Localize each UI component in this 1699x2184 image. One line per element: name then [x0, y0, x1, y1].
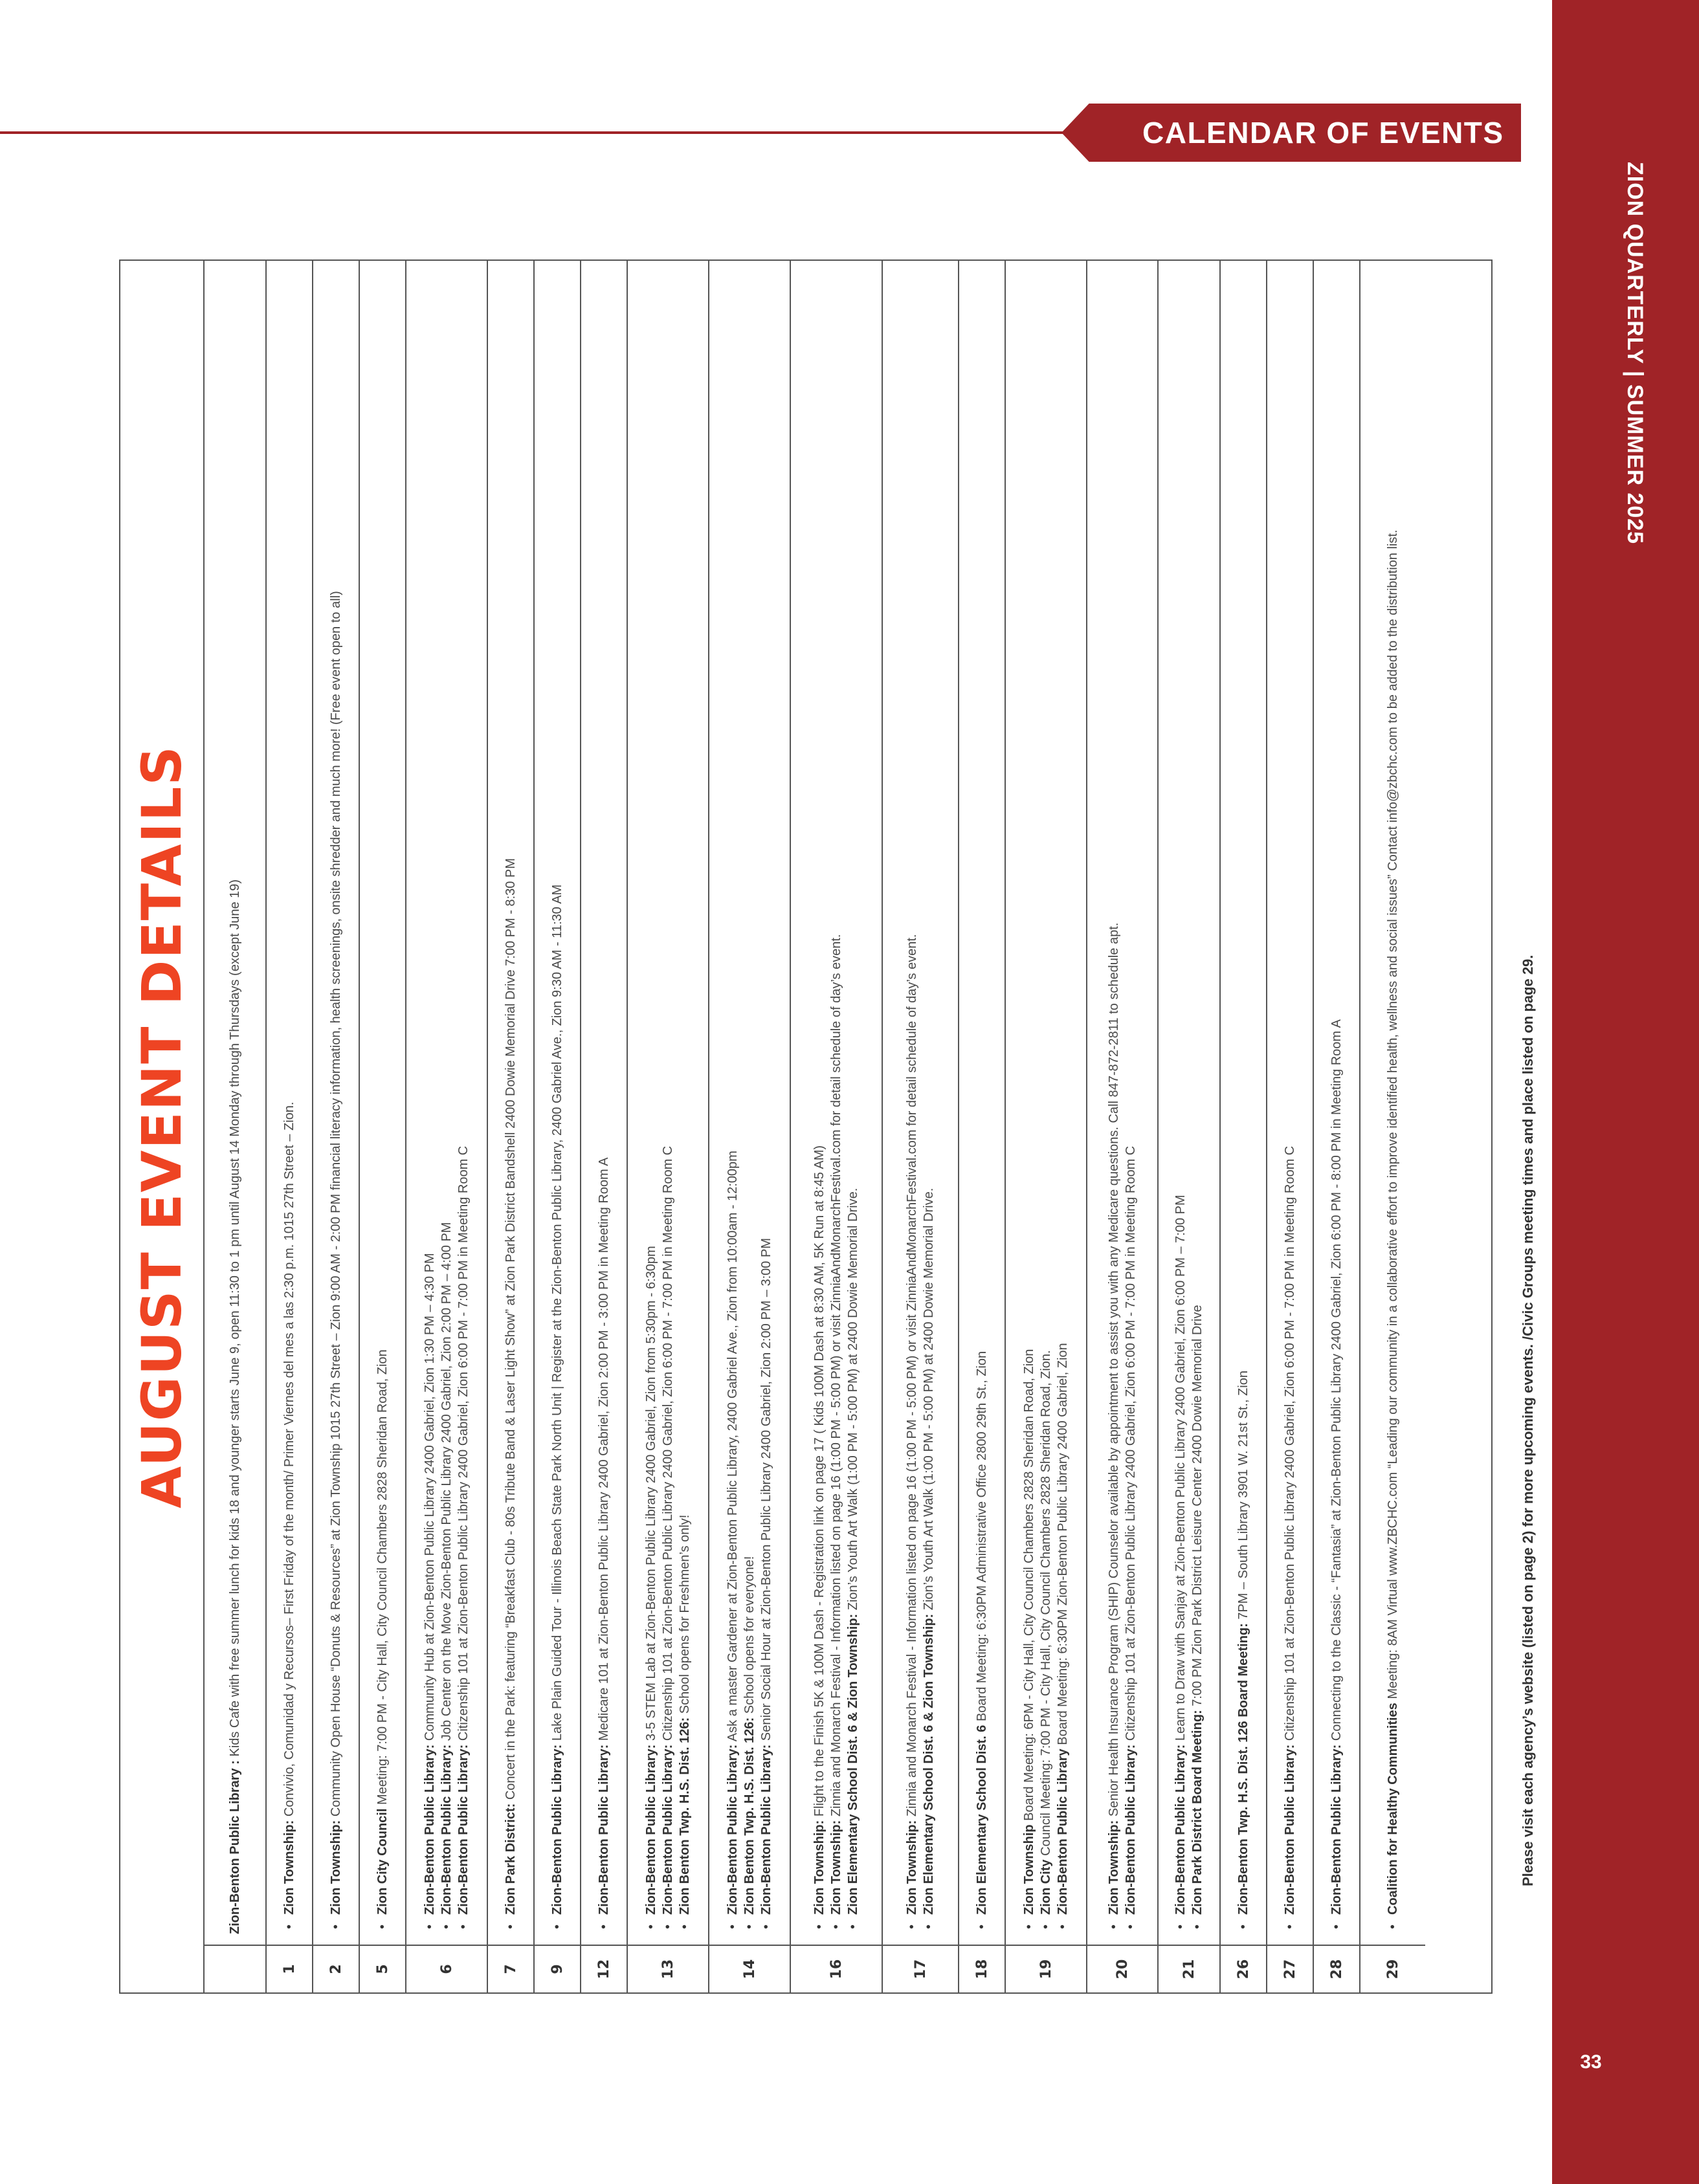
table-row: [406, 261, 488, 1992]
event-organizer: Zion-Benton Public Library:: [597, 1744, 611, 1915]
table-row: [1314, 261, 1360, 1992]
event-line: [549, 271, 566, 1934]
event-description: 7:00 PM Zion Park District Leisure Center 2400 Dowie Memorial Drive: [1190, 1305, 1205, 1710]
day-cell: [205, 1945, 265, 1992]
event-organizer: Zion-Benton Public Library:: [661, 1744, 675, 1915]
event-organizer: Zion Township:: [1107, 1820, 1121, 1915]
table-row: [1267, 261, 1314, 1992]
event-line: [1282, 271, 1298, 1934]
event-line: [676, 271, 693, 1934]
page-number: 33: [1580, 2051, 1602, 2073]
event-line: [845, 271, 861, 1934]
day-cell: 18: [959, 1945, 1005, 1992]
event-line: [455, 271, 472, 1934]
event-line: [1235, 271, 1252, 1934]
event-organizer: Zion-Benton Public Library:: [439, 1744, 454, 1915]
table-row: [1006, 261, 1087, 1992]
day-cell: 27: [1267, 1945, 1313, 1992]
event-line: [374, 271, 391, 1934]
event-line: [660, 271, 676, 1934]
day-cell: 1: [267, 1945, 312, 1992]
event-cell: [360, 261, 405, 1945]
event-organizer: Zion-Benton Public Library:: [423, 1744, 437, 1915]
event-cell: [581, 261, 627, 1945]
event-organizer: Zion Township:: [829, 1820, 843, 1915]
day-cell: 2: [313, 1945, 359, 1992]
table-row: [791, 261, 883, 1992]
event-description: Kids Cafe with free summer lunch for kids 18 and younger starts June 9, open 11:30 to 1 pm until August 14 Monday through Thursdays (except June 19): [228, 879, 242, 1761]
event-description: Connecting to the Classic - “Fantasia” at Zion-Benton Public Library 2400 Gabriel, Zion 6:00 PM - 8:00 PM in Meeting Room A: [1329, 1019, 1344, 1745]
table-row: [205, 261, 267, 1992]
event-line: [1328, 271, 1345, 1934]
event-organizer: Zion-Benton Public Library:: [1329, 1744, 1344, 1915]
event-organizer: Zion Park District:: [504, 1803, 518, 1915]
event-description: Senior Social Hour at Zion-Benton Public Library 2400 Gabriel, Zion 2:00 PM – 3:00 PM: [759, 1238, 773, 1745]
event-line: [438, 271, 455, 1934]
event-organizer: Zion-Benton Public Library:: [550, 1744, 564, 1915]
event-line: [328, 271, 344, 1934]
event-line: [1021, 271, 1038, 1934]
event-organizer: Zion City: [1039, 1859, 1053, 1915]
table-row: [959, 261, 1006, 1992]
day-cell: 7: [488, 1945, 533, 1992]
event-cell: [883, 261, 958, 1945]
event-cell: [205, 261, 265, 1945]
event-organizer: Zion-Benton Public Library: [1056, 1748, 1070, 1915]
table-row: [628, 261, 709, 1992]
event-description: School opens for everyone!: [742, 1556, 757, 1717]
event-organizer: Zion Township:: [282, 1820, 296, 1915]
event-organizer: Zion-Benton Public Library:: [759, 1744, 773, 1915]
event-description: Lake Plain Guided Tour - Illinois Beach State Park North Unit | Register at the Zion-Benton Public Library, 2400 Gabriel Ave., Zion 9:30 AM - 11:30 AM: [550, 884, 564, 1745]
event-cell: [406, 261, 487, 1945]
event-description: Zion’s Youth Art Walk (1:00 PM - 5:00 PM) at 2400 Dowie Memorial Drive.: [922, 1187, 936, 1614]
table-heading: AUGUST EVENT DETAILS: [120, 261, 205, 1992]
table-row: [313, 261, 360, 1992]
event-line: [643, 271, 660, 1934]
table-body: [205, 261, 1425, 1992]
table-row: [360, 261, 406, 1992]
event-cell: [628, 261, 708, 1945]
event-line: [421, 271, 438, 1934]
event-description: Zinnia and Monarch Festival - Information listed on page 16 (1:00 PM - 5:00 PM) or visit ZinniaAndMonarchFestival.com for detail schedule of day’s event.: [905, 934, 919, 1820]
event-description: 7PM – South Library 3901 W. 21st St., Zion: [1236, 1371, 1250, 1624]
events-table: [119, 259, 1493, 1994]
table-row: [1221, 261, 1267, 1992]
event-description: Learn to Draw with Sanjay at Zion-Benton Public Library 2400 Gabriel, Zion 6:00 PM – 7:00 PM: [1173, 1195, 1188, 1745]
day-cell: 14: [709, 1945, 790, 1992]
day-cell: 12: [581, 1945, 627, 1992]
event-description: Board Meeting: 6:30PM Zion-Benton Public Library 2400 Gabriel, Zion: [1056, 1343, 1070, 1749]
event-cell: [488, 261, 533, 1945]
event-line: [758, 271, 775, 1934]
event-line: [595, 271, 612, 1934]
event-cell: [267, 261, 312, 1945]
event-organizer: Zion Township:: [812, 1820, 827, 1915]
day-cell: 21: [1159, 1945, 1219, 1992]
day-cell: 9: [535, 1945, 580, 1992]
day-cell: 28: [1314, 1945, 1359, 1992]
day-cell: 26: [1221, 1945, 1266, 1992]
event-organizer: Zion-Benton Public Library:: [726, 1744, 740, 1915]
event-description: Board Meeting: 6:30PM Administrative Office 2800 29th St., Zion: [975, 1351, 989, 1725]
event-description: Convivio, Comunidad y Recursos– First Friday of the month/ Primer Viernes del mes a las 2:30 p.m. 1015 27th Street – Zion.: [282, 1101, 296, 1820]
event-organizer: Zion-Benton Twp. H.S. Dist. 126 Board Meeting:: [1236, 1623, 1250, 1915]
event-line: [973, 271, 990, 1934]
event-line: [1384, 271, 1401, 1934]
event-description: Ask a master Gardener at Zion-Benton Public Library, 2400 Gabriel Ave., Zion from 10:00am - 12:00pm: [726, 1151, 740, 1745]
event-description: Zinnia and Monarch Festival - Information listed on page 16 (1:00 PM - 5:00 PM) or visit ZinniaAndMonarchFestival.com for detail schedule of day’s event.: [829, 934, 843, 1820]
event-organizer: Zion Elementary School Dist. 6: [975, 1725, 989, 1915]
day-cell: 6: [406, 1945, 487, 1992]
event-description: Citizenship 101 at Zion-Benton Public Library 2400 Gabriel, Zion 6:00 PM - 7:00 PM in Meeting Room C: [1124, 1145, 1138, 1745]
event-line: [724, 271, 741, 1934]
day-cell: 13: [628, 1945, 708, 1992]
event-organizer: Zion-Benton Public Library:: [1124, 1744, 1138, 1915]
event-description: Council Meeting: 7:00 PM - City Hall, City Council Chambers 2828 Sheridan Road, Zion.: [1039, 1350, 1053, 1860]
event-line: [281, 271, 298, 1934]
table-row: [1087, 261, 1159, 1992]
day-cell: 17: [883, 1945, 958, 1992]
event-description: Community Open House “Donuts & Resources” at Zion Township 1015 27th Street – Zion 9:00 AM - 2:00 PM financial literacy information, health screenings, onsite shredder and much more! (Free event open to all): [329, 591, 343, 1820]
table-row: [1159, 261, 1221, 1992]
table-row: [267, 261, 313, 1992]
event-cell: [313, 261, 359, 1945]
event-organizer: Zion Benton Twp. H.S. Dist. 126:: [742, 1717, 757, 1915]
day-cell: 5: [360, 1945, 405, 1992]
event-line: [227, 271, 243, 1934]
event-cell: [959, 261, 1005, 1945]
event-line: [904, 271, 920, 1934]
event-line: [1122, 271, 1139, 1934]
event-cell: [535, 261, 580, 1945]
event-organizer: Coalition for Healthy Communities: [1386, 1703, 1400, 1915]
event-cell: [1267, 261, 1313, 1945]
event-cell: [1087, 261, 1157, 1945]
event-organizer: Zion Township:: [905, 1820, 919, 1915]
footer-note: Please visit each agency’s website (listed on page 2) for more upcoming events. /Civic Groups meeting times and place listed on page 29.: [1520, 954, 1536, 1886]
event-description: Job Center on the Move Zion-Benton Public Library 2400 Gabriel, Zion 2:00 PM – 4:00 PM: [439, 1222, 454, 1745]
event-description: School opens for Freshmen’s only!: [678, 1514, 692, 1717]
event-line: [1038, 271, 1054, 1934]
table-row: [1360, 261, 1425, 1992]
event-description: Zion’s Youth Art Walk (1:00 PM - 5:00 PM) at 2400 Dowie Memorial Drive.: [846, 1187, 860, 1614]
day-cell: 29: [1360, 1945, 1425, 1992]
event-cell: [1221, 261, 1266, 1945]
event-organizer: Zion Township: [1022, 1824, 1036, 1915]
event-line: [502, 271, 519, 1934]
event-description: Senior Health Insurance Program (SHIP) Counselor available by appointment to assist you with any Medicare questions. Call 847-872-2811 to schedule apt.: [1107, 922, 1121, 1820]
day-cell: 19: [1006, 1945, 1086, 1992]
event-description: Medicare 101 at Zion-Benton Public Library 2400 Gabriel, Zion 2:00 PM - 3:00 PM in Meeting Room A: [597, 1157, 611, 1745]
table-row: [883, 261, 959, 1992]
event-cell: [1006, 261, 1086, 1945]
event-organizer: Zion City Council: [375, 1808, 390, 1915]
event-cell: [1360, 261, 1425, 1945]
event-description: Citizenship 101 at Zion-Benton Public Library 2400 Gabriel, Zion 6:00 PM - 7:00 PM in Meeting Room C: [661, 1145, 675, 1745]
event-description: Concert in the Park: featuring “Breakfast Club - 80s Tribute Band & Laser Light Show” at Zion Park District Bandshell 2400 Dowie Memorial Drive 7:00 PM - 8:30 PM: [504, 858, 518, 1803]
event-description: Citizenship 101 at Zion-Benton Public Library 2400 Gabriel, Zion 6:00 PM - 7:00 PM in Meeting Room C: [456, 1145, 471, 1745]
event-organizer: Zion Benton Twp. H.S. Dist. 126:: [678, 1717, 692, 1915]
day-cell: 20: [1087, 1945, 1157, 1992]
event-organizer: Zion-Benton Public Library:: [456, 1744, 471, 1915]
event-description: Meeting: 7:00 PM - City Hall, City Council Chambers 2828 Sheridan Road, Zion: [375, 1349, 390, 1809]
event-line: [828, 271, 845, 1934]
event-line: [811, 271, 828, 1934]
event-description: Meeting: 8AM Virtual www.ZBCHC.com “Leading our community in a collaborative effort to improve identified health, wellness and social issues” Contact info@zbchc.com to be added to the distribution list.: [1386, 529, 1400, 1703]
table-row: [581, 261, 628, 1992]
event-cell: [709, 261, 790, 1945]
event-description: 3-5 STEM Lab at Zion-Benton Public Library 2400 Gabriel, Zion from 5:30pm - 6:30pm: [644, 1246, 658, 1745]
event-organizer: Zion Elementary School Dist. 6 & Zion Township:: [922, 1613, 936, 1915]
event-line: [1189, 271, 1206, 1934]
table-row: [535, 261, 581, 1992]
event-description: Community Hub at Zion-Benton Public Library 2400 Gabriel, Zion 1:30 PM – 4:30 PM: [423, 1253, 437, 1745]
day-cell: 16: [791, 1945, 882, 1992]
event-cell: [1314, 261, 1359, 1945]
event-organizer: Zion Park District Board Meeting:: [1190, 1710, 1205, 1915]
event-cell: [791, 261, 882, 1945]
section-title: CALENDAR OF EVENTS: [1142, 116, 1504, 149]
event-line: [1054, 271, 1071, 1934]
event-organizer: Zion Elementary School Dist. 6 & Zion Township:: [846, 1613, 860, 1915]
publication-title: ZION QUARTERLY | SUMMER 2025: [1623, 162, 1647, 545]
event-organizer: Zion-Benton Public Library :: [228, 1760, 242, 1934]
event-line: [920, 271, 937, 1934]
event-organizer: Zion-Benton Public Library:: [1173, 1744, 1188, 1915]
event-cell: [1159, 261, 1219, 1945]
event-organizer: Zion-Benton Public Library:: [1283, 1744, 1297, 1915]
table-row: [709, 261, 791, 1992]
event-description: Board Meeting: 6PM - City Hall, City Council Chambers 2828 Sheridan Road, Zion: [1022, 1349, 1036, 1825]
event-organizer: Zion Township:: [329, 1820, 343, 1915]
event-organizer: Zion-Benton Public Library:: [644, 1744, 658, 1915]
event-description: Citizenship 101 at Zion-Benton Public Library 2400 Gabriel, Zion 6:00 PM - 7:00 PM in Meeting Room C: [1283, 1145, 1297, 1745]
event-line: [741, 271, 758, 1934]
table-row: [488, 261, 535, 1992]
event-line: [1105, 271, 1122, 1934]
event-line: [1172, 271, 1189, 1934]
event-description: Flight to the Finish 5K & 100M Dash - Registration link on page 17 ( Kids 100M Dash at 8:30 AM, 5K Run at 8:45 AM): [812, 1145, 827, 1820]
header-rule: [0, 131, 1068, 134]
